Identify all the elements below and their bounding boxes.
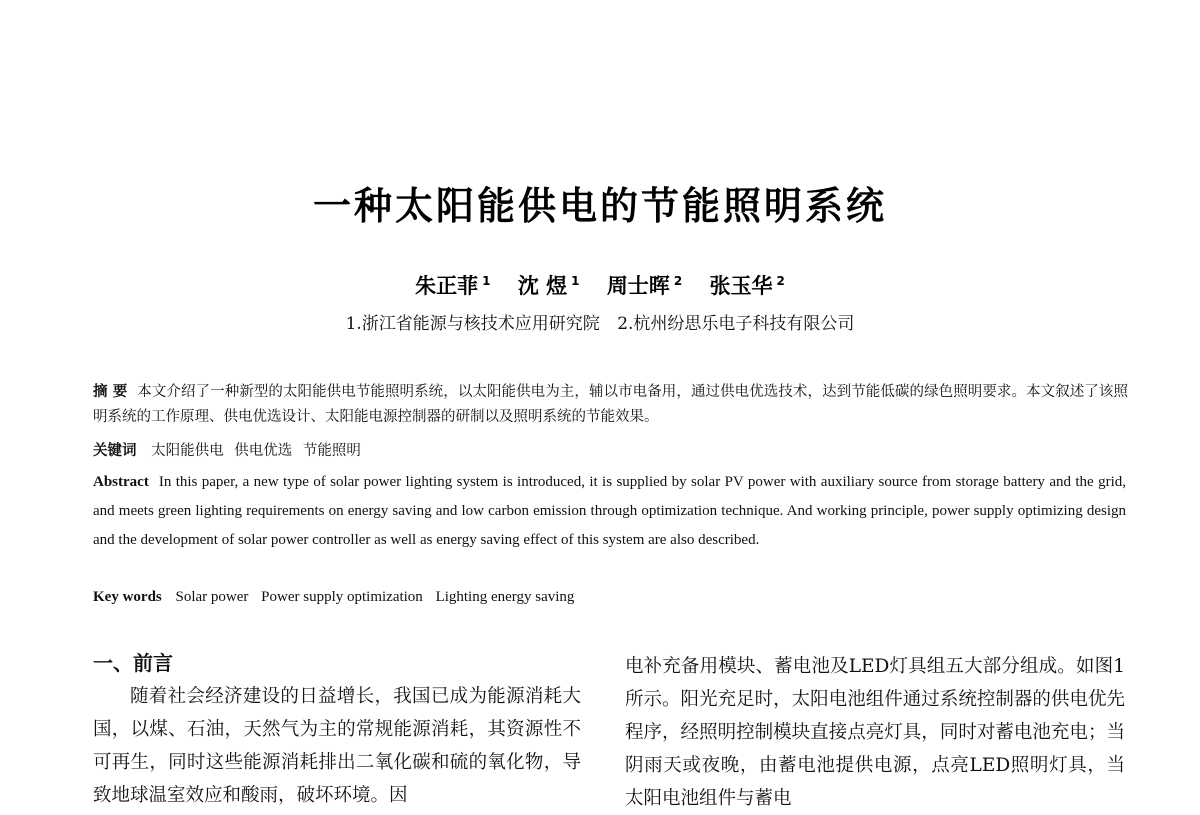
keyword: 节能照明	[302, 443, 361, 459]
abstract-text: In this paper, a new type of solar power lighting system is introduced, it is supplied by solar PV power with auxiliary source from storage battery and the grid, and meets green lighting requirements on energy saving and low carbon emission through optimization technique. And working principle, power supply optimizing design and the development of solar power controller as well as energy saving effect of this system are also described.	[93, 474, 1126, 548]
section-heading: 一、前言	[93, 651, 173, 675]
author-affiliation-number: 1	[482, 274, 491, 288]
author	[415, 270, 490, 300]
body-column-right	[625, 650, 1125, 815]
affiliation: 2.杭州纷思乐电子科技有限公司	[617, 314, 855, 334]
body-paragraph: 随着社会经济建设的日益增长，我国已成为能源消耗大国，以煤、石油，天然气为主的常规能源消耗，其资源性不可再生，同时这些能源消耗排出二氧化碳和硫的氧化物，导致地球温室效应和酸雨，破坏环境。因	[93, 686, 581, 806]
author-affiliation-number: 1	[571, 274, 580, 288]
author	[607, 270, 682, 300]
affiliation: 1.浙江省能源与核技术应用研究院	[345, 314, 600, 334]
abstract-label: Abstract	[93, 474, 149, 490]
keyword: Lighting energy saving	[435, 589, 575, 605]
affiliations	[0, 309, 1200, 334]
author-name: 朱正菲	[415, 274, 479, 298]
abstract-text: 本文介绍了一种新型的太阳能供电节能照明系统，以太阳能供电为主，辅以市电备用，通过供电优选技术，达到节能低碳的绿色照明要求。本文叙述了该照明系统的工作原理、供电优选设计、太阳能电源控制器的研制以及照明系统的节能效果。	[93, 384, 1128, 425]
body-column-left	[93, 646, 581, 812]
author	[518, 270, 580, 300]
keyword: 太阳能供电	[151, 443, 224, 459]
author-affiliation-number: 2	[673, 274, 683, 288]
keyword: Power supply optimization	[261, 589, 423, 605]
author-affiliation-number: 2	[776, 274, 785, 288]
keywords-label: Key words	[93, 589, 162, 605]
abstract-english	[93, 468, 1126, 555]
body-paragraph: 电补充备用模块、蓄电池及LED灯具组五大部分组成。如图1所示。阳光充足时，太阳电池组件通过系统控制器的供电优先程序，经照明控制模块直接点亮灯具，同时对蓄电池充电；当阴雨天或夜晚，由蓄电池提供电源，点亮LED照明灯具，当太阳电池组件与蓄电	[625, 656, 1125, 809]
author-list	[0, 270, 1200, 300]
author-name: 沈 煜	[517, 274, 568, 298]
paper-title: 一种太阳能供电的节能照明系统	[312, 184, 887, 228]
abstract-label: 摘 要	[93, 384, 128, 400]
author-name: 张玉华	[709, 274, 773, 298]
keywords-english	[93, 584, 1126, 610]
abstract-chinese	[93, 380, 1128, 430]
author	[709, 270, 784, 300]
keywords-chinese	[93, 440, 1128, 462]
keyword: 供电优选	[234, 443, 293, 459]
keyword: Solar power	[175, 589, 249, 605]
keywords-label: 关键词	[93, 443, 137, 459]
author-name: 周士晖	[606, 274, 670, 298]
